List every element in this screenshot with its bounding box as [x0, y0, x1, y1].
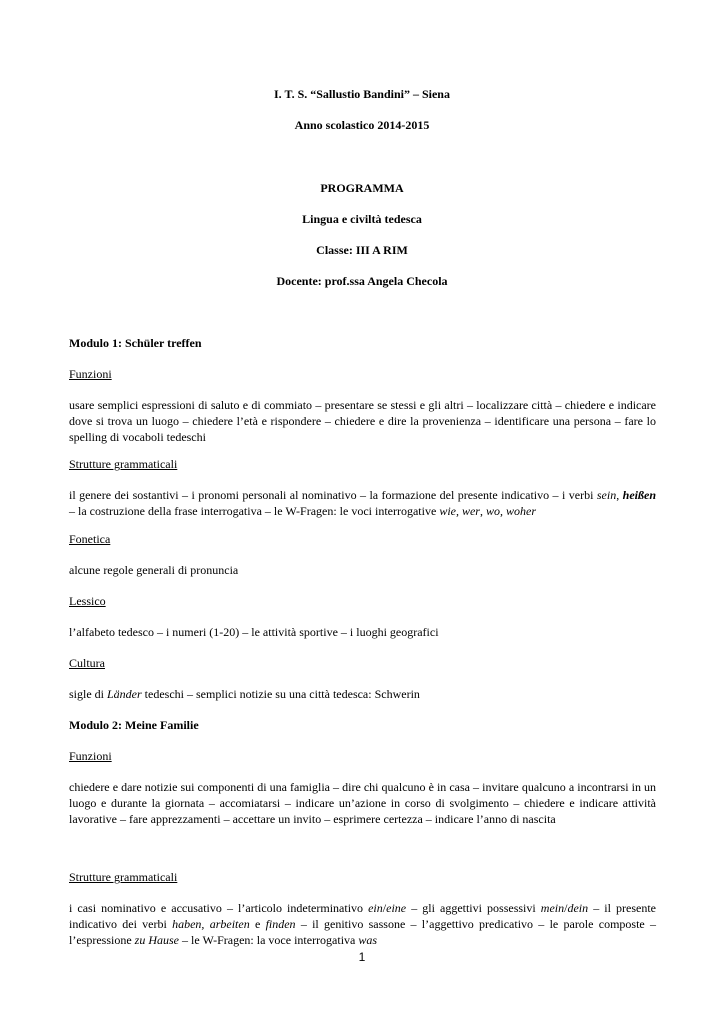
module-1-lessico-text: l’alfabeto tedesco – i numeri (1-20) – le attività sportive – i luoghi geografici — [69, 625, 439, 639]
module-1-title: Modulo 1: Schüler treffen — [69, 336, 202, 350]
module-1-lessico-heading: Lessico — [69, 594, 106, 608]
module-2-title: Modulo 2: Meine Familie — [69, 718, 199, 732]
module-1-fonetica-heading: Fonetica — [69, 532, 111, 546]
school-name: I. T. S. “Sallustio Bandini” – Siena — [274, 87, 450, 101]
module-1-strutture-heading: Strutture grammaticali — [69, 457, 178, 471]
school-year: Anno scolastico 2014-2015 — [294, 118, 430, 132]
module-1-fonetica-text: alcune regole generali di pronuncia — [69, 563, 239, 577]
class-name: Classe: III A RIM — [316, 243, 408, 257]
module-2-strutture-text: i casi nominativo e accusativo – l’articolo indeterminativo ein/eine – gli aggettivi possessivi mein/dein – il presente indicativo dei verbi haben, arbeiten e finden – il genitivo sassone – l’aggettivo predicativo – le parole composte – l’espressione zu Hause – le W-Fragen: la voce interrogativa was — [69, 901, 656, 947]
module-1-cultura-heading: Cultura — [69, 656, 105, 670]
module-2-strutture-heading: Strutture grammaticali — [69, 870, 178, 884]
module-1-funzioni-text: usare semplici espressioni di saluto e di commiato – presentare se stessi e gli altri – localizzare città – chiedere e indicare dove si trova un luogo – chiedere l’età e rispondere – chiedere e dire la provenienza – identificare una persona – fare lo spelling di vocaboli tedeschi — [69, 398, 656, 444]
module-1-cultura-text: sigle di Länder tedeschi – semplici notizie su una città tedesca: Schwerin — [69, 687, 420, 701]
teacher: Docente: prof.ssa Angela Checola — [276, 274, 448, 288]
subject: Lingua e civiltà tedesca — [302, 212, 422, 226]
program-title: PROGRAMMA — [320, 181, 404, 195]
module-2-funzioni-text: chiedere e dare notizie sui componenti di una famiglia – dire chi qualcuno è in casa – invitare qualcuno a incontrarsi in un luogo e durante la giornata – accomiatarsi – indicare un’azione in corso di svolgimento – chiedere e indicare attività lavorative – fare apprezzamenti – accettare un invito – esprimere certezza – indicare l’anno di nascita — [69, 780, 656, 826]
module-1-funzioni-heading: Funzioni — [69, 367, 112, 381]
module-2-funzioni-heading: Funzioni — [69, 749, 112, 763]
page-number: 1 — [358, 950, 366, 964]
module-1-strutture-text: il genere dei sostantivi – i pronomi personali al nominativo – la formazione del presente indicativo – i verbi sein, heißen – la costruzione della frase interrogativa – le W-Fragen: le voci interrogative wie, wer, wo, woher — [69, 488, 657, 518]
